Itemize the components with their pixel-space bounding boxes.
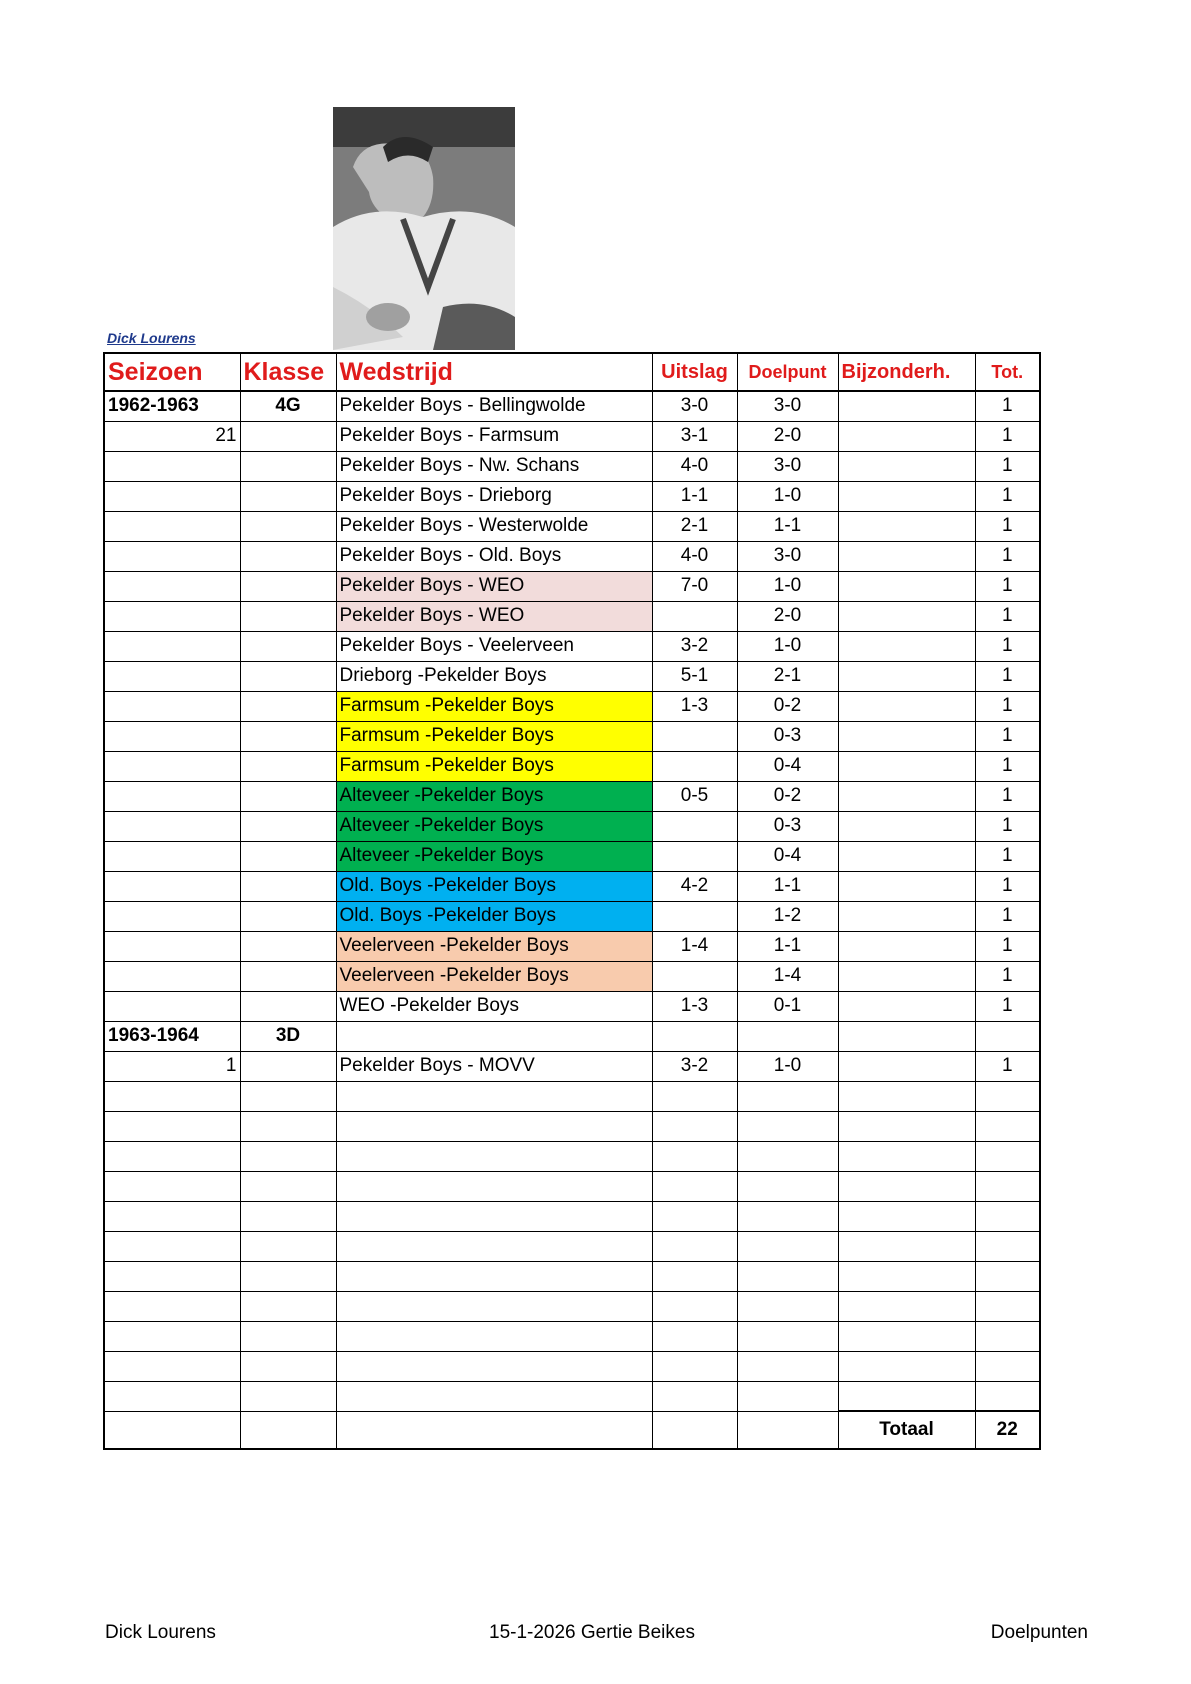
cell-uitslag: 4-2 — [652, 871, 737, 901]
cell-bijzonderh — [838, 1351, 975, 1381]
cell-uitslag: 3-1 — [652, 421, 737, 451]
cell-klasse — [240, 991, 336, 1021]
table-row — [104, 1081, 1040, 1111]
cell-klasse — [240, 541, 336, 571]
cell-wedstrijd: Pekelder Boys - Veelerveen — [336, 631, 652, 661]
cell-wedstrijd: Pekelder Boys - Westerwolde — [336, 511, 652, 541]
cell-klasse — [240, 691, 336, 721]
cell-doelpunt: 2-0 — [737, 601, 838, 631]
cell-bijzonderh — [838, 901, 975, 931]
cell-tot: 1 — [975, 721, 1040, 751]
cell-klasse — [240, 1321, 336, 1351]
cell-uitslag — [652, 601, 737, 631]
table-row — [104, 541, 1040, 571]
cell-klasse — [240, 781, 336, 811]
cell-klasse — [240, 1291, 336, 1321]
table-row — [104, 931, 1040, 961]
cell-seizoen — [104, 781, 240, 811]
table-row — [104, 481, 1040, 511]
table-row — [104, 1261, 1040, 1291]
cell-tot — [975, 1141, 1040, 1171]
cell-seizoen — [104, 931, 240, 961]
table-row — [104, 661, 1040, 691]
table-row — [104, 1321, 1040, 1351]
cell-bijzonderh — [838, 541, 975, 571]
cell-seizoen: 1 — [104, 1051, 240, 1081]
footer-center: 15-1-2026 Gertie Beikes — [489, 1622, 695, 1643]
cell-doelpunt — [737, 1321, 838, 1351]
cell-doelpunt: 1-4 — [737, 961, 838, 991]
cell-bijzonderh — [838, 1201, 975, 1231]
cell-doelpunt — [737, 1381, 838, 1411]
cell-doelpunt: 0-2 — [737, 781, 838, 811]
table-row — [104, 571, 1040, 601]
cell-wedstrijd — [336, 1381, 652, 1411]
cell-wedstrijd: Pekelder Boys - Nw. Schans — [336, 451, 652, 481]
cell-tot: 1 — [975, 811, 1040, 841]
cell-doelpunt: 1-0 — [737, 631, 838, 661]
table-row — [104, 841, 1040, 871]
cell-tot — [975, 1201, 1040, 1231]
cell-seizoen — [104, 721, 240, 751]
cell-uitslag: 1-3 — [652, 991, 737, 1021]
cell-doelpunt: 2-1 — [737, 661, 838, 691]
cell-wedstrijd: Pekelder Boys - Bellingwolde — [336, 391, 652, 421]
cell-klasse — [240, 931, 336, 961]
cell-uitslag — [652, 1381, 737, 1411]
cell-tot — [975, 1021, 1040, 1051]
cell-tot: 1 — [975, 541, 1040, 571]
cell-doelpunt: 1-0 — [737, 1051, 838, 1081]
cell-bijzonderh — [838, 571, 975, 601]
cell-bijzonderh — [838, 661, 975, 691]
cell-klasse — [240, 1141, 336, 1171]
cell-wedstrijd: Pekelder Boys - WEO — [336, 571, 652, 601]
footer-left: Dick Lourens — [105, 1622, 216, 1643]
table-row — [104, 991, 1040, 1021]
cell-klasse — [240, 1201, 336, 1231]
cell-doelpunt: 1-2 — [737, 901, 838, 931]
cell-seizoen: 1963-1964 — [104, 1021, 240, 1051]
cell-wedstrijd — [336, 1201, 652, 1231]
cell-doelpunt — [737, 1141, 838, 1171]
cell-doelpunt — [737, 1111, 838, 1141]
cell-seizoen — [104, 901, 240, 931]
cell-bijzonderh — [838, 421, 975, 451]
cell-bijzonderh — [838, 691, 975, 721]
cell-doelpunt: 1-1 — [737, 871, 838, 901]
table-row — [104, 781, 1040, 811]
cell-klasse — [240, 751, 336, 781]
cell-wedstrijd — [336, 1261, 652, 1291]
cell-tot: 1 — [975, 451, 1040, 481]
table-row — [104, 511, 1040, 541]
cell-bijzonderh — [838, 721, 975, 751]
cell-bijzonderh — [838, 1381, 975, 1411]
cell-uitslag: 4-0 — [652, 541, 737, 571]
cell-doelpunt — [737, 1081, 838, 1111]
cell-bijzonderh — [838, 1231, 975, 1261]
cell-uitslag — [652, 721, 737, 751]
cell-tot: 1 — [975, 601, 1040, 631]
cell-bijzonderh — [838, 1171, 975, 1201]
table-row — [104, 1111, 1040, 1141]
cell-uitslag — [652, 811, 737, 841]
cell-uitslag: 5-1 — [652, 661, 737, 691]
cell-doelpunt: 0-3 — [737, 721, 838, 751]
cell-seizoen — [104, 1111, 240, 1141]
cell-klasse — [240, 871, 336, 901]
cell-bijzonderh — [838, 1141, 975, 1171]
cell-uitslag: 7-0 — [652, 571, 737, 601]
cell-uitslag — [652, 1321, 737, 1351]
cell-uitslag — [652, 1201, 737, 1231]
cell-klasse — [240, 601, 336, 631]
cell-wedstrijd: Farmsum -Pekelder Boys — [336, 721, 652, 751]
header-doelpunt: Doelpunt — [737, 353, 838, 391]
cell-wedstrijd: Veelerveen -Pekelder Boys — [336, 931, 652, 961]
cell-tot — [975, 1261, 1040, 1291]
cell-seizoen — [104, 1321, 240, 1351]
cell-uitslag — [652, 1351, 737, 1381]
cell-tot: 1 — [975, 991, 1040, 1021]
cell-klasse — [240, 511, 336, 541]
cell-tot: 1 — [975, 511, 1040, 541]
total-label: Totaal — [838, 1411, 975, 1449]
cell-uitslag — [652, 751, 737, 781]
cell-seizoen — [104, 1201, 240, 1231]
cell-wedstrijd: Pekelder Boys - WEO — [336, 601, 652, 631]
cell-seizoen — [104, 1171, 240, 1201]
cell-klasse — [240, 1171, 336, 1201]
cell-wedstrijd: Veelerveen -Pekelder Boys — [336, 961, 652, 991]
cell-uitslag — [652, 1291, 737, 1321]
cell-doelpunt — [737, 1231, 838, 1261]
cell-seizoen — [104, 451, 240, 481]
header-bijzonderh: Bijzonderh. — [838, 353, 975, 391]
cell-bijzonderh — [838, 1321, 975, 1351]
header-seizoen: Seizoen — [104, 353, 240, 391]
cell-seizoen — [104, 1231, 240, 1261]
cell-uitslag — [652, 1261, 737, 1291]
header-klasse: Klasse — [240, 353, 336, 391]
table-row — [104, 871, 1040, 901]
cell-klasse: 3D — [240, 1021, 336, 1051]
cell-seizoen — [104, 631, 240, 661]
cell-seizoen — [104, 481, 240, 511]
cell-seizoen — [104, 541, 240, 571]
cell-tot: 1 — [975, 961, 1040, 991]
cell-wedstrijd: Alteveer -Pekelder Boys — [336, 841, 652, 871]
cell-bijzonderh — [838, 871, 975, 901]
cell-uitslag — [652, 1171, 737, 1201]
cell-uitslag — [652, 901, 737, 931]
cell-seizoen — [104, 841, 240, 871]
cell-uitslag — [652, 961, 737, 991]
total-row — [104, 1411, 1040, 1449]
cell-wedstrijd — [336, 1111, 652, 1141]
cell-uitslag — [652, 1231, 737, 1261]
cell-klasse — [240, 1081, 336, 1111]
cell-tot: 1 — [975, 871, 1040, 901]
header-tot: Tot. — [975, 353, 1040, 391]
cell-klasse — [240, 841, 336, 871]
cell-tot: 1 — [975, 691, 1040, 721]
cell-uitslag: 0-5 — [652, 781, 737, 811]
cell-uitslag — [652, 1081, 737, 1111]
cell-klasse — [240, 721, 336, 751]
cell-tot: 1 — [975, 391, 1040, 421]
cell-seizoen — [104, 571, 240, 601]
cell-bijzonderh — [838, 1111, 975, 1141]
cell-uitslag — [652, 1141, 737, 1171]
cell-klasse — [240, 421, 336, 451]
cell-wedstrijd: Alteveer -Pekelder Boys — [336, 811, 652, 841]
total-value: 22 — [975, 1411, 1040, 1449]
cell-bijzonderh — [838, 781, 975, 811]
cell-uitslag: 1-4 — [652, 931, 737, 961]
cell-bijzonderh — [838, 841, 975, 871]
cell-wedstrijd: Farmsum -Pekelder Boys — [336, 751, 652, 781]
cell-doelpunt: 1-0 — [737, 481, 838, 511]
table-row — [104, 961, 1040, 991]
table-row — [104, 691, 1040, 721]
cell-tot — [975, 1231, 1040, 1261]
cell-klasse — [240, 901, 336, 931]
cell-bijzonderh — [838, 631, 975, 661]
table-row — [104, 751, 1040, 781]
cell-uitslag: 2-1 — [652, 511, 737, 541]
cell-tot: 1 — [975, 841, 1040, 871]
cell-klasse — [240, 1051, 336, 1081]
cell-wedstrijd: Farmsum -Pekelder Boys — [336, 691, 652, 721]
table-row — [104, 1171, 1040, 1201]
cell-klasse — [240, 1381, 336, 1411]
cell-bijzonderh — [838, 1021, 975, 1051]
cell-klasse — [240, 1231, 336, 1261]
cell-tot: 1 — [975, 781, 1040, 811]
cell-bijzonderh — [838, 931, 975, 961]
cell-tot: 1 — [975, 931, 1040, 961]
cell-tot — [975, 1321, 1040, 1351]
cell-wedstrijd — [336, 1171, 652, 1201]
cell-tot: 1 — [975, 481, 1040, 511]
cell-seizoen — [104, 1351, 240, 1381]
cell-tot: 1 — [975, 421, 1040, 451]
table-row — [104, 1201, 1040, 1231]
cell-seizoen — [104, 511, 240, 541]
cell-bijzonderh — [838, 751, 975, 781]
table-row — [104, 421, 1040, 451]
cell-seizoen — [104, 601, 240, 631]
cell-doelpunt: 3-0 — [737, 541, 838, 571]
header-wedstrijd: Wedstrijd — [336, 353, 652, 391]
cell-klasse — [240, 811, 336, 841]
cell-doelpunt: 1-1 — [737, 511, 838, 541]
cell-doelpunt — [737, 1291, 838, 1321]
cell-uitslag: 4-0 — [652, 451, 737, 481]
table-row — [104, 631, 1040, 661]
cell-doelpunt: 0-1 — [737, 991, 838, 1021]
cell-wedstrijd — [336, 1351, 652, 1381]
cell-bijzonderh — [838, 451, 975, 481]
cell-klasse — [240, 451, 336, 481]
cell-wedstrijd: Old. Boys -Pekelder Boys — [336, 901, 652, 931]
table-row — [104, 1021, 1040, 1051]
cell-wedstrijd — [336, 1321, 652, 1351]
cell-seizoen — [104, 1081, 240, 1111]
cell-klasse: 4G — [240, 391, 336, 421]
cell-doelpunt — [737, 1201, 838, 1231]
cell-tot: 1 — [975, 1051, 1040, 1081]
cell-doelpunt — [737, 1021, 838, 1051]
cell-doelpunt: 0-4 — [737, 751, 838, 781]
cell-wedstrijd — [336, 1081, 652, 1111]
footer-right: Doelpunten — [990, 1622, 1088, 1643]
cell-seizoen — [104, 1141, 240, 1171]
cell-tot — [975, 1351, 1040, 1381]
cell-klasse — [240, 571, 336, 601]
cell-seizoen — [104, 751, 240, 781]
table-row — [104, 811, 1040, 841]
cell-bijzonderh — [838, 1261, 975, 1291]
cell-uitslag — [652, 1111, 737, 1141]
cell-tot: 1 — [975, 661, 1040, 691]
cell-tot — [975, 1081, 1040, 1111]
cell-bijzonderh — [838, 601, 975, 631]
cell-wedstrijd: Pekelder Boys - MOVV — [336, 1051, 652, 1081]
cell-doelpunt — [737, 1351, 838, 1381]
cell-seizoen — [104, 1261, 240, 1291]
cell-tot: 1 — [975, 631, 1040, 661]
cell-bijzonderh — [838, 991, 975, 1021]
cell-wedstrijd: Old. Boys -Pekelder Boys — [336, 871, 652, 901]
cell-bijzonderh — [838, 1051, 975, 1081]
cell-seizoen — [104, 871, 240, 901]
table-row — [104, 451, 1040, 481]
cell-tot: 1 — [975, 571, 1040, 601]
cell-doelpunt: 3-0 — [737, 451, 838, 481]
cell-tot: 1 — [975, 901, 1040, 931]
cell-uitslag: 3-0 — [652, 391, 737, 421]
cell-bijzonderh — [838, 391, 975, 421]
table-row — [104, 1291, 1040, 1321]
cell-klasse — [240, 1111, 336, 1141]
cell-seizoen — [104, 1291, 240, 1321]
player-photo — [333, 107, 515, 350]
cell-tot — [975, 1381, 1040, 1411]
table-row — [104, 1051, 1040, 1081]
table-row — [104, 1351, 1040, 1381]
cell-wedstrijd: Pekelder Boys - Old. Boys — [336, 541, 652, 571]
cell-wedstrijd: WEO -Pekelder Boys — [336, 991, 652, 1021]
table-row — [104, 1141, 1040, 1171]
cell-seizoen — [104, 961, 240, 991]
cell-klasse — [240, 661, 336, 691]
cell-bijzonderh — [838, 511, 975, 541]
cell-bijzonderh — [838, 481, 975, 511]
cell-klasse — [240, 1261, 336, 1291]
goals-table — [103, 352, 1041, 1450]
cell-uitslag: 3-2 — [652, 631, 737, 661]
cell-wedstrijd: Pekelder Boys - Farmsum — [336, 421, 652, 451]
cell-doelpunt: 1-1 — [737, 931, 838, 961]
cell-uitslag: 1-3 — [652, 691, 737, 721]
table-row — [104, 601, 1040, 631]
cell-bijzonderh — [838, 811, 975, 841]
table-row — [104, 391, 1040, 421]
cell-wedstrijd — [336, 1291, 652, 1321]
cell-doelpunt — [737, 1261, 838, 1291]
cell-seizoen: 21 — [104, 421, 240, 451]
table-row — [104, 721, 1040, 751]
cell-seizoen — [104, 661, 240, 691]
cell-tot — [975, 1111, 1040, 1141]
cell-bijzonderh — [838, 961, 975, 991]
cell-klasse — [240, 631, 336, 661]
player-name-link[interactable]: Dick Lourens — [107, 330, 196, 346]
cell-klasse — [240, 1351, 336, 1381]
cell-doelpunt: 1-0 — [737, 571, 838, 601]
cell-seizoen — [104, 991, 240, 1021]
cell-seizoen — [104, 1381, 240, 1411]
cell-doelpunt — [737, 1171, 838, 1201]
cell-wedstrijd — [336, 1141, 652, 1171]
cell-seizoen: 1962-1963 — [104, 391, 240, 421]
cell-uitslag: 1-1 — [652, 481, 737, 511]
cell-doelpunt: 0-4 — [737, 841, 838, 871]
table-row — [104, 1381, 1040, 1411]
cell-doelpunt: 0-3 — [737, 811, 838, 841]
cell-wedstrijd — [336, 1231, 652, 1261]
cell-uitslag: 3-2 — [652, 1051, 737, 1081]
cell-klasse — [240, 961, 336, 991]
cell-wedstrijd: Drieborg -Pekelder Boys — [336, 661, 652, 691]
cell-doelpunt: 2-0 — [737, 421, 838, 451]
cell-klasse — [240, 481, 336, 511]
cell-wedstrijd: Alteveer -Pekelder Boys — [336, 781, 652, 811]
cell-doelpunt: 3-0 — [737, 391, 838, 421]
cell-bijzonderh — [838, 1081, 975, 1111]
cell-uitslag — [652, 841, 737, 871]
cell-wedstrijd — [336, 1021, 652, 1051]
cell-uitslag — [652, 1021, 737, 1051]
table-row — [104, 1231, 1040, 1261]
cell-tot: 1 — [975, 751, 1040, 781]
cell-wedstrijd: Pekelder Boys - Drieborg — [336, 481, 652, 511]
cell-seizoen — [104, 691, 240, 721]
cell-seizoen — [104, 811, 240, 841]
header-uitslag: Uitslag — [652, 353, 737, 391]
cell-doelpunt: 0-2 — [737, 691, 838, 721]
table-row — [104, 901, 1040, 931]
cell-tot — [975, 1291, 1040, 1321]
cell-tot — [975, 1171, 1040, 1201]
header-row — [104, 353, 1040, 391]
cell-bijzonderh — [838, 1291, 975, 1321]
